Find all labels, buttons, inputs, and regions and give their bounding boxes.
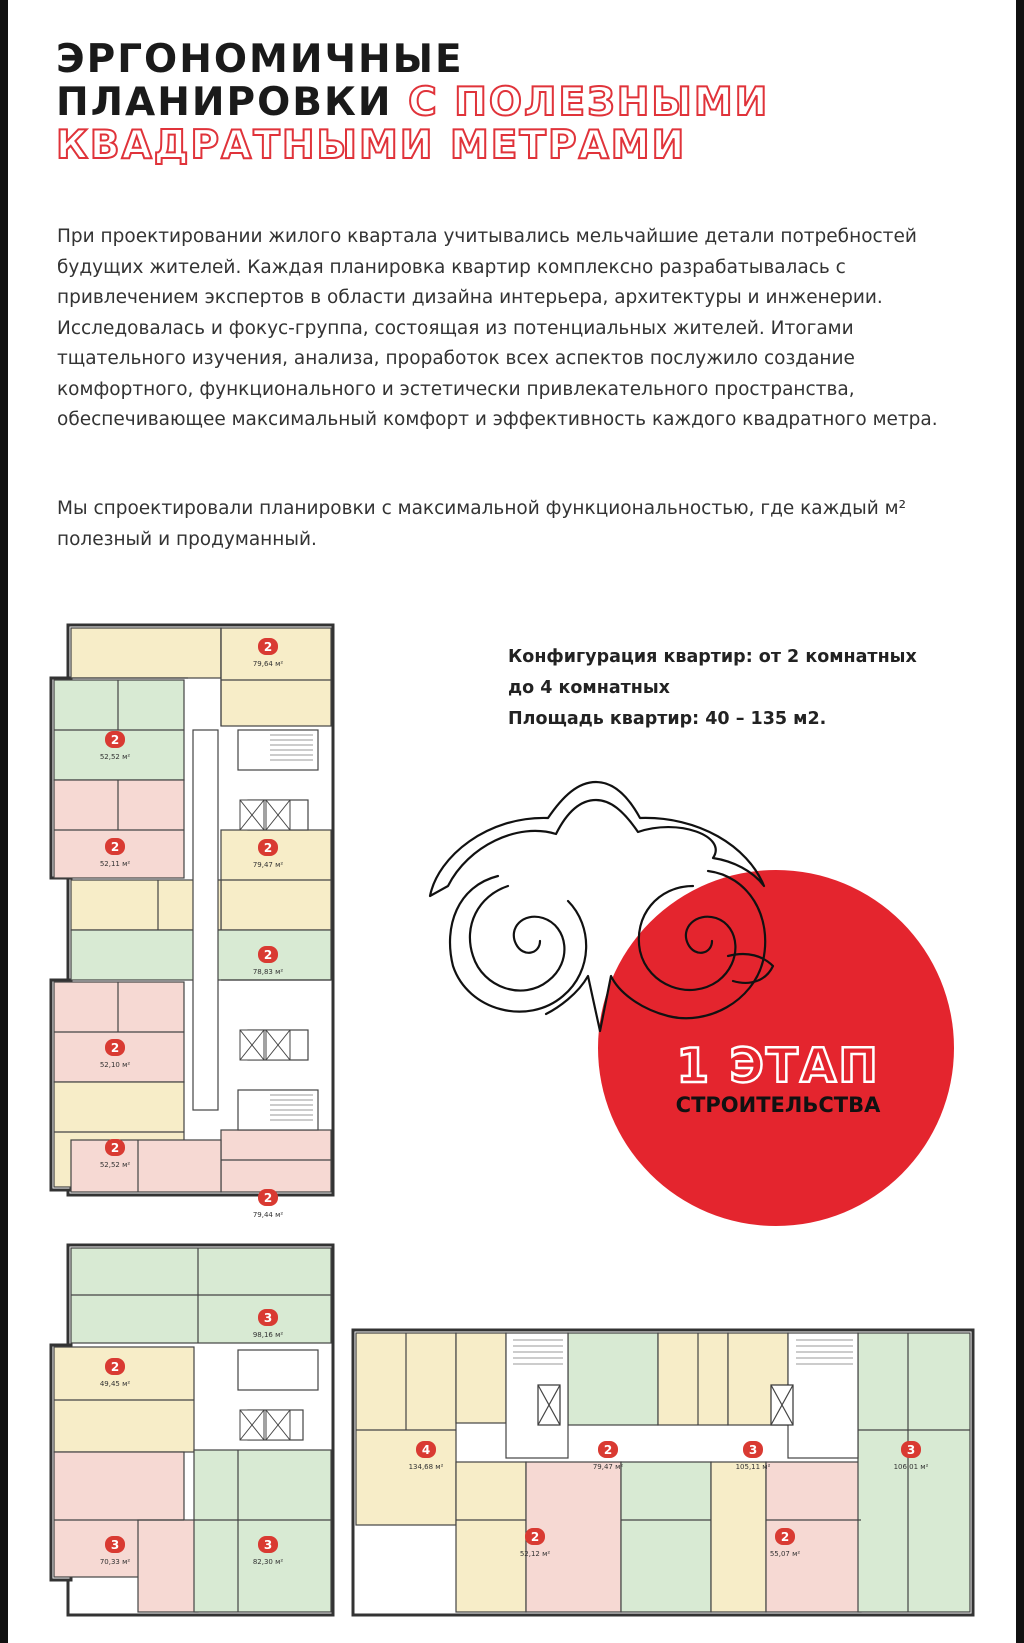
room-count: 2 [263, 1191, 273, 1205]
room-count: 2 [263, 841, 273, 855]
apartment-area: 52,10 м² [99, 1061, 131, 1069]
room-count: 2 [263, 640, 273, 654]
apartment-area: 79,44 м² [252, 1211, 284, 1219]
intro-paragraph: При проектировании жилого квартала учитывались мельчайшие детали потребностей будущих жителей. Каждая планировка квартир комплексно разрабатывалась с привлечением экспертов в области дизайна интерьера, архитектуры и инженерии. Исследовалась и фокус-группа, состоящая из потенциальных жителей. Итогами тщательного изучения, анализа, проработок всех аспектов послужило создание комфортного, функционального и эстетически привлекательного пространства, обеспечивающее максимальный комфорт и эффективность каждого квадратного метра. [57, 226, 938, 430]
room-count: 3 [263, 1538, 273, 1552]
room-count: 2 [110, 1041, 120, 1055]
headline-line2-dark: ПЛАНИРОВКИ [56, 80, 393, 125]
room-count: 3 [110, 1538, 120, 1552]
tower-1-plan [51, 625, 333, 1195]
apartment-area: 49,45 м² [99, 1380, 131, 1388]
headline-line3-outline: КВАДРАТНЫМИ МЕТРАМИ [56, 123, 687, 168]
summary-paragraph: Мы спроектировали планировки с максимальной функциональностью, где каждый м² полезный и продуманный. [57, 498, 906, 550]
apartment-area: 79,64 м² [252, 660, 284, 668]
headline-line1: ЭРГОНОМИЧНЫЕ [56, 37, 464, 82]
page [8, 0, 1016, 1643]
area-line: Площадь квартир: 40 – 135 м2. [508, 709, 827, 729]
apartment-area: 98,16 м² [252, 1331, 284, 1339]
room-count: 2 [110, 1360, 120, 1374]
apartment-area: 52,11 м² [99, 860, 131, 868]
room-count: 2 [110, 1141, 120, 1155]
apartment-area: 52,12 м² [519, 1550, 551, 1558]
room-count: 2 [780, 1530, 790, 1544]
headline-line2-outline: С ПОЛЕЗНЫМИ [408, 80, 770, 125]
room-count: 2 [603, 1443, 613, 1457]
stage-subtitle: СТРОИТЕЛЬСТВА [675, 1093, 881, 1117]
tower-2-plan [51, 1245, 333, 1615]
room-count: 3 [748, 1443, 758, 1457]
stage-title: 1 ЭТАП [676, 1039, 880, 1094]
config-line1: Конфигурация квартир: от 2 комнатных [508, 647, 917, 667]
tower-3-plan [353, 1330, 973, 1615]
room-count: 2 [110, 840, 120, 854]
room-count: 2 [530, 1530, 540, 1544]
floor-plans [8, 0, 1016, 1643]
apartment-area: 78,83 м² [252, 968, 284, 976]
apartment-area: 79,47 м² [252, 861, 284, 869]
apartment-area: 52,52 м² [99, 1161, 131, 1169]
apartment-area: 106,01 м² [893, 1463, 929, 1471]
apartment-area: 70,33 м² [99, 1558, 131, 1566]
apartment-area: 134,68 м² [408, 1463, 444, 1471]
apartment-area: 105,11 м² [735, 1463, 771, 1471]
room-count: 3 [263, 1311, 273, 1325]
apartment-area: 52,52 м² [99, 753, 131, 761]
room-count: 4 [421, 1443, 431, 1457]
apartment-area: 55,07 м² [769, 1550, 801, 1558]
apartment-area: 79,47 м² [592, 1463, 624, 1471]
room-count: 2 [110, 733, 120, 747]
apartment-area: 82,30 м² [252, 1558, 284, 1566]
room-count: 2 [263, 948, 273, 962]
room-count: 3 [906, 1443, 916, 1457]
config-line2: до 4 комнатных [508, 678, 670, 698]
